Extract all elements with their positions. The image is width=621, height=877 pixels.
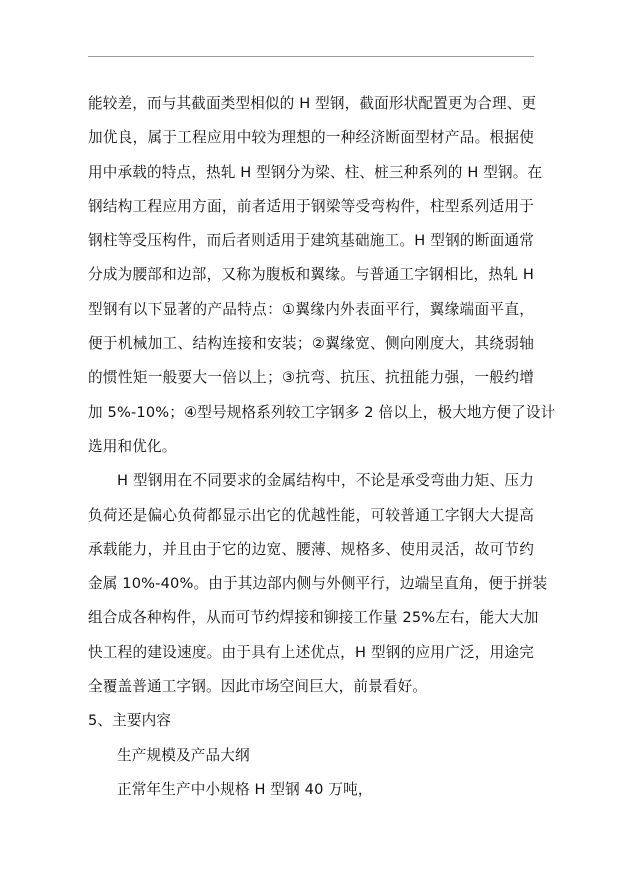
text-line: 负荷还是偏心负荷都显示出它的优越性能，可较普通工字钢大大提高 <box>88 506 534 524</box>
text-line: H 型钢用在不同要求的金属结构中，不论是承受弯曲力矩、压力 <box>117 472 534 490</box>
section-text: 正常年生产中小规格 H 型钢 40 万吨， <box>117 780 373 798</box>
text-line: 全覆盖普通工字钢。因此市场空间巨大，前景看好。 <box>88 678 428 696</box>
text-line: 便于机械加工、结构连接和安装；②翼缘宽、侧向刚度大，其绕弱轴 <box>88 335 534 353</box>
text-line: 快工程的建设速度。由于具有上述优点，H 型钢的应用广泛，用途完 <box>88 643 534 661</box>
paragraph-h-beam-advantages <box>88 467 548 707</box>
text-line: 钢柱等受压构件，而后者则适用于建筑基础施工。H 型钢的断面通常 <box>88 232 534 250</box>
header-divider <box>88 56 534 57</box>
section-heading: 5、主要内容 <box>88 712 172 730</box>
text-line: 组合成各种构件，从而可节约焊接和铆接工作量 25%左右，能大大加 <box>88 609 539 627</box>
text-line: 选用和优化。 <box>88 437 177 455</box>
text-line: 承载能力，并且由于它的边宽、腰薄、规格多、使用灵活，故可节约 <box>88 540 534 558</box>
text-line: 用中承载的特点，热轧 H 型钢分为梁、柱、桩三种系列的 H 型钢。在 <box>88 163 543 181</box>
text-line: 型钢有以下显著的产品特点：①翼缘内外表面平行，翼缘端面平直， <box>88 300 534 318</box>
text-line: 能较差，而与其截面类型相似的 H 型钢，截面形状配置更为合理、更 <box>88 95 537 112</box>
text-line: 钢结构工程应用方面，前者适用于钢梁等受弯构件，柱型系列适用于 <box>88 197 534 215</box>
text-line: 加 5%-10%；④型号规格系列较工字钢多 2 倍以上，极大地方便了设计 <box>88 403 556 421</box>
text-line: 分成为腰部和边部，又称为腹板和翼缘。与普通工字钢相比，热轧 H <box>88 266 534 284</box>
paragraph-h-beam-features <box>88 90 556 467</box>
document-body <box>88 90 556 810</box>
section-subheading: 生产规模及产品大纲 <box>117 746 250 764</box>
text-line: 加优良，属于工程应用中较为理想的一种经济断面型材产品。根据使 <box>88 129 534 147</box>
text-line: 的惯性矩一般要大一倍以上；③抗弯、抗压、抗扭能力强，一般约增 <box>88 369 534 387</box>
section-main-content <box>88 707 534 810</box>
text-line: 金属 10%-40%。由于其边部内侧与外侧平行，边端呈直角，便于拼装 <box>88 575 548 593</box>
